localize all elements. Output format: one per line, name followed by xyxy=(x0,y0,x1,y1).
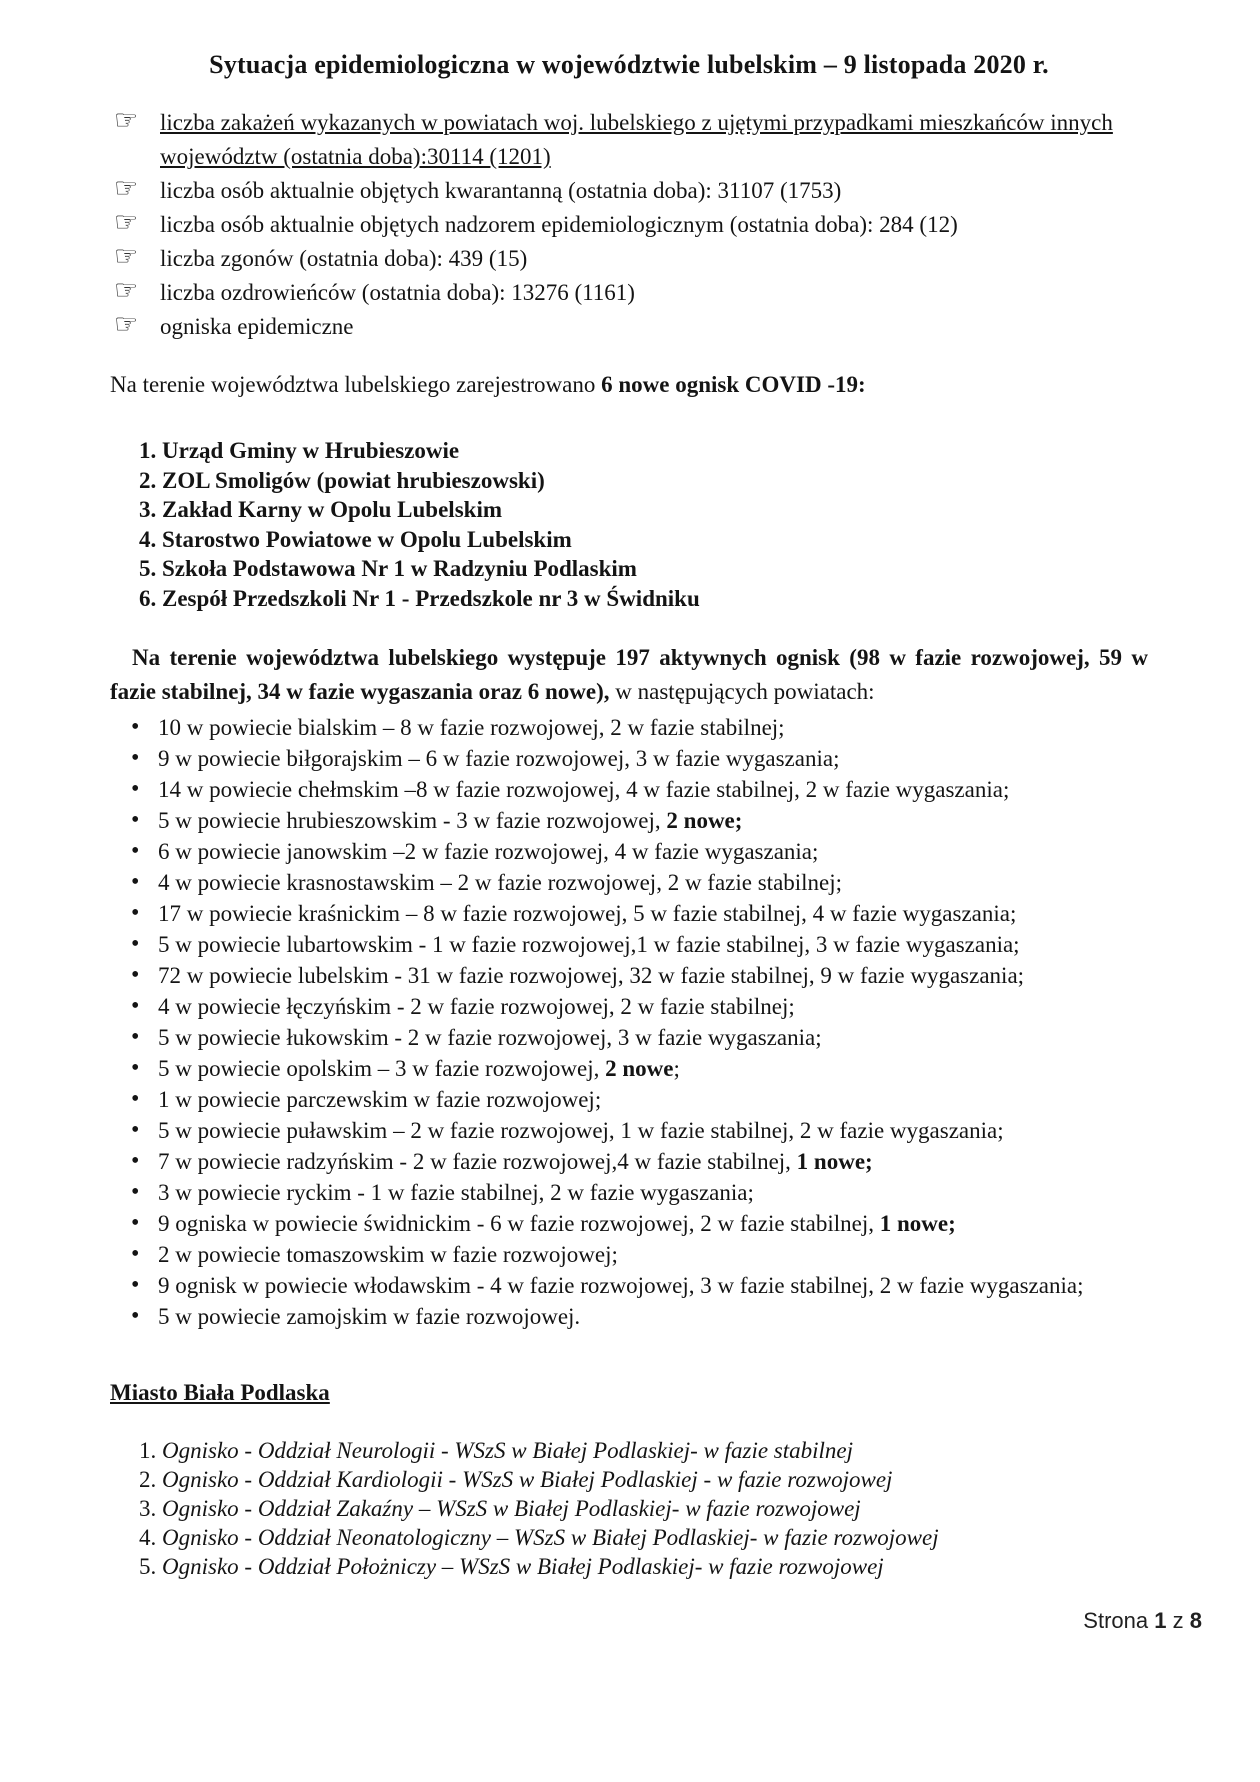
key-figure-text: liczba osób aktualnie objętych nadzorem epidemiologicznym (ostatnia doba): 284 (12) xyxy=(160,212,958,237)
page-footer xyxy=(1083,1608,1202,1634)
county-text: 4 w powiecie łęczyńskim - 2 w fazie rozwojowej, 2 w fazie stabilnej; xyxy=(158,994,795,1019)
hospital-ward-item xyxy=(162,1494,1148,1523)
key-figure-item xyxy=(110,174,1148,208)
county-bullet-item xyxy=(158,867,1148,898)
hospital-ward-text: Ognisko - Oddział Neurologii - WSzS w Białej Podlaskiej- w fazie stabilnej xyxy=(162,1438,854,1463)
county-post-text: ; xyxy=(673,1056,680,1081)
hospital-ward-list xyxy=(124,1436,1148,1581)
county-bullet-item xyxy=(158,836,1148,867)
county-bullet-item xyxy=(158,1084,1148,1115)
hospital-ward-item xyxy=(162,1552,1148,1581)
county-text: 5 w powiecie zamojskim w fazie rozwojowej. xyxy=(158,1304,581,1329)
county-bullet-item xyxy=(158,712,1148,743)
key-figure-item xyxy=(110,242,1148,276)
key-figure-text: liczba zakażeń wykazanych w powiatach woj. lubelskiego z ujętymi przypadkami mieszkańców innych województw (ostatnia doba):30114 (1201) xyxy=(160,110,1113,169)
county-text: 14 w powiecie chełmskim –8 w fazie rozwojowej, 4 w fazie stabilnej, 2 w fazie wygaszania; xyxy=(158,777,1010,802)
county-text: 1 w powiecie parczewskim w fazie rozwojowej; xyxy=(158,1087,602,1112)
city-section-heading: Miasto Biała Podlaska xyxy=(110,1380,330,1405)
outbreak-item xyxy=(162,495,1148,525)
county-bullet-item xyxy=(158,1146,1148,1177)
county-bullet-item xyxy=(158,1022,1148,1053)
outbreak-item xyxy=(162,584,1148,614)
county-bold-text: 2 nowe; xyxy=(666,808,743,833)
outbreak-item-text: Urząd Gminy w Hrubieszowie xyxy=(162,438,460,463)
key-figure-item xyxy=(110,310,1148,344)
county-bold-text: 2 nowe xyxy=(605,1056,674,1081)
county-bullet-item xyxy=(158,1208,1148,1239)
footer-separator: z xyxy=(1172,1608,1184,1633)
county-text: 72 w powiecie lubelskim - 31 w fazie rozwojowej, 32 w fazie stabilnej, 9 w fazie wygaszania; xyxy=(158,963,1025,988)
active-outbreaks-summary xyxy=(110,641,1148,709)
new-outbreaks-intro xyxy=(110,368,1148,402)
county-text: 5 w powiecie lubartowskim - 1 w fazie rozwojowej,1 w fazie stabilnej, 3 w fazie wygaszania; xyxy=(158,932,1020,957)
hospital-ward-text: Ognisko - Oddział Zakaźny – WSzS w Białej Podlaskiej- w fazie rozwojowej xyxy=(162,1496,861,1521)
pointing-hand-icon: ☞ xyxy=(114,275,139,306)
county-text: 5 w powiecie opolskim – 3 w fazie rozwojowej, xyxy=(158,1056,606,1081)
outbreak-item xyxy=(162,525,1148,555)
summary-normal-text: w następujących powiatach: xyxy=(609,679,875,704)
key-figure-text: liczba zgonów (ostatnia doba): 439 (15) xyxy=(160,246,528,271)
county-bold-text: 1 nowe; xyxy=(879,1211,956,1236)
key-figure-item xyxy=(110,106,1148,174)
county-text: 9 w powiecie biłgorajskim – 6 w fazie rozwojowej, 3 w fazie wygaszania; xyxy=(158,746,840,771)
county-text: 4 w powiecie krasnostawskim – 2 w fazie rozwojowej, 2 w fazie stabilnej; xyxy=(158,870,843,895)
hospital-ward-item xyxy=(162,1436,1148,1465)
county-text: 9 ognisk w powiecie włodawskim - 4 w fazie rozwojowej, 3 w fazie stabilnej, 2 w fazie wygaszania; xyxy=(158,1273,1084,1298)
hospital-ward-text: Ognisko - Oddział Położniczy – WSzS w Białej Podlaskiej- w fazie rozwojowej xyxy=(162,1554,884,1579)
county-text: 17 w powiecie kraśnickim – 8 w fazie rozwojowej, 5 w fazie stabilnej, 4 w fazie wygaszania; xyxy=(158,901,1017,926)
pointing-hand-icon: ☞ xyxy=(114,105,139,136)
outbreak-item xyxy=(162,554,1148,584)
outbreak-item-text: ZOL Smoligów (powiat hrubieszowski) xyxy=(162,467,545,493)
county-bullet-item xyxy=(158,1177,1148,1208)
county-bullet-item xyxy=(158,960,1148,991)
footer-page-number: 1 xyxy=(1154,1608,1167,1633)
pointing-hand-icon: ☞ xyxy=(114,173,139,204)
county-bullet-item xyxy=(158,929,1148,960)
footer-prefix: Strona xyxy=(1083,1608,1149,1633)
county-bold-text: 1 nowe; xyxy=(796,1149,873,1174)
county-text: 3 w powiecie ryckim - 1 w fazie stabilnej, 2 w fazie wygaszania; xyxy=(158,1180,754,1205)
hospital-ward-text: Ognisko - Oddział Kardiologii - WSzS w Białej Podlaskiej - w fazie rozwojowej xyxy=(162,1467,893,1492)
key-figure-item xyxy=(110,208,1148,242)
county-bullet-item xyxy=(158,1239,1148,1270)
outbreak-item xyxy=(162,466,1148,496)
county-bullet-list xyxy=(110,712,1148,1332)
county-text: 5 w powiecie łukowskim - 2 w fazie rozwojowej, 3 w fazie wygaszania; xyxy=(158,1025,822,1050)
county-bullet-item xyxy=(158,898,1148,929)
county-bullet-item xyxy=(158,774,1148,805)
county-bullet-item xyxy=(158,1115,1148,1146)
county-text: 5 w powiecie hrubieszowskim - 3 w fazie rozwojowej, xyxy=(158,808,667,833)
key-figure-text: liczba osób aktualnie objętych kwarantanną (ostatnia doba): 31107 (1753) xyxy=(160,178,842,203)
county-bullet-item xyxy=(158,1301,1148,1332)
key-figure-item xyxy=(110,276,1148,310)
outbreak-item-text: Zakład Karny w Opolu Lubelskim xyxy=(162,497,502,522)
county-text: 7 w powiecie radzyńskim - 2 w fazie rozwojowej,4 w fazie stabilnej, xyxy=(158,1149,797,1174)
pointing-hand-icon: ☞ xyxy=(114,207,139,238)
county-text: 6 w powiecie janowskim –2 w fazie rozwojowej, 4 w fazie wygaszania; xyxy=(158,839,819,864)
county-bullet-item xyxy=(158,1270,1148,1301)
key-figure-text: liczba ozdrowieńców (ostatnia doba): 13276 (1161) xyxy=(160,280,635,305)
county-bullet-item xyxy=(158,1053,1148,1084)
hospital-ward-item xyxy=(162,1523,1148,1552)
county-text: 5 w powiecie puławskim – 2 w fazie rozwojowej, 1 w fazie stabilnej, 2 w fazie wygaszania; xyxy=(158,1118,1004,1143)
county-text: 10 w powiecie bialskim – 8 w fazie rozwojowej, 2 w fazie stabilnej; xyxy=(158,715,785,740)
summary-bold-text: Na terenie województwa lubelskiego występuje 197 aktywnych ognisk (98 w fazie rozwojowej, 59 w fazie stabilnej, 34 w fazie wygaszania oraz 6 nowe), xyxy=(110,645,1148,704)
hospital-ward-text: Ognisko - Oddział Neonatologiczny – WSzS w Białej Podlaskiej- w fazie rozwojowej xyxy=(162,1525,939,1550)
key-figures-list xyxy=(110,106,1148,344)
page-title: Sytuacja epidemiologiczna w województwie lubelskim – 9 listopada 2020 r. xyxy=(209,50,1049,79)
county-text: 2 w powiecie tomaszowskim w fazie rozwojowej; xyxy=(158,1242,618,1267)
hospital-ward-item xyxy=(162,1465,1148,1494)
county-bullet-item xyxy=(158,991,1148,1022)
pointing-hand-icon: ☞ xyxy=(114,241,139,272)
key-figure-text: ogniska epidemiczne xyxy=(160,314,354,339)
footer-total-pages: 8 xyxy=(1189,1608,1202,1633)
outbreak-item-text: Starostwo Powiatowe w Opolu Lubelskim xyxy=(162,526,572,552)
county-text: 9 ogniska w powiecie świdnickim - 6 w fazie rozwojowej, 2 w fazie stabilnej, xyxy=(158,1211,880,1236)
county-bullet-item xyxy=(158,805,1148,836)
outbreak-item xyxy=(162,436,1148,466)
county-bullet-item xyxy=(158,743,1148,774)
new-outbreaks-list xyxy=(124,436,1148,613)
outbreak-item-text: Szkoła Podstawowa Nr 1 w Radzyniu Podlaskim xyxy=(162,556,637,581)
intro-normal-text: Na terenie województwa lubelskiego zarejestrowano xyxy=(110,372,602,397)
pointing-hand-icon: ☞ xyxy=(114,309,139,340)
outbreak-item-text: Zespół Przedszkoli Nr 1 - Przedszkole nr 3 w Świdniku xyxy=(162,585,700,611)
intro-bold-text: 6 nowe ognisk COVID -19: xyxy=(601,372,866,397)
